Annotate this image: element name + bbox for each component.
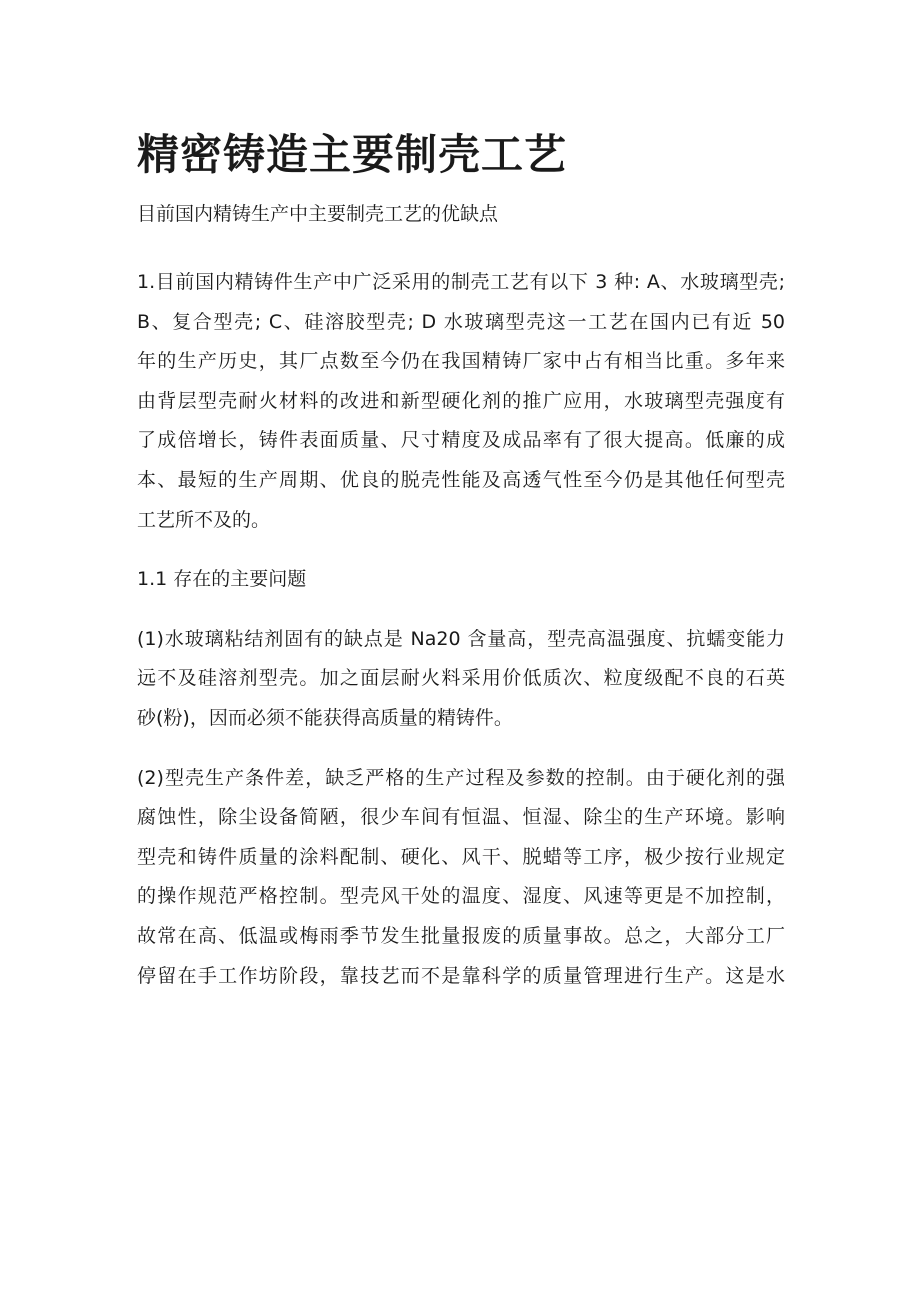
paragraph-issue-1 (137, 620, 785, 739)
document-subtitle: 目前国内精铸生产中主要制壳工艺的优缺点 (137, 203, 499, 225)
paragraph-line: 砂(粉)，因而必须不能获得高质量的精铸件。 (137, 706, 513, 729)
paragraph-line: 停留在手工作坊阶段，靠技艺而不是靠科学的质量管理进行生产。这是水 (137, 964, 785, 987)
paragraph-line: 腐蚀性，除尘设备简陋，很少车间有恒温、恒湿、除尘的生产环境。影响 (137, 806, 785, 829)
document-title: 精密铸造主要制壳工艺 (137, 130, 568, 179)
paragraph-line: 远不及硅溶剂型壳。加之面层耐火料采用价低质次、粒度级配不良的石英 (137, 667, 785, 690)
paragraph-issue-2 (137, 759, 785, 997)
paragraph-line: (1)水玻璃粘结剂固有的缺点是 Na20 含量高，型壳高温强度、抗蠕变能力 (137, 627, 785, 650)
paragraph-intro (137, 263, 785, 540)
paragraph-line: (2)型壳生产条件差，缺乏严格的生产过程及参数的控制。由于硬化剂的强 (137, 766, 785, 789)
paragraph-line: 故常在高、低温或梅雨季节发生批量报废的质量事故。总之，大部分工厂 (137, 924, 785, 947)
paragraph-line: 年的生产历史，其厂点数至今仍在我国精铸厂家中占有相当比重。多年来 (137, 350, 785, 373)
paragraph-line: 由背层型壳耐火材料的改进和新型硬化剂的推广应用，水玻璃型壳强度有 (137, 389, 785, 412)
paragraph-line: 了成倍增长，铸件表面质量、尺寸精度及成品率有了很大提高。低廉的成 (137, 429, 785, 452)
paragraph-line: 型壳和铸件质量的涂料配制、硬化、风干、脱蜡等工序，极少按行业规定 (137, 845, 785, 868)
paragraph-line: B、复合型壳; C、硅溶胶型壳; D 水玻璃型壳这一工艺在国内已有近 50 (137, 310, 785, 333)
paragraph-line: 工艺所不及的。 (137, 508, 271, 531)
paragraph-line: 本、最短的生产周期、优良的脱壳性能及高透气性至今仍是其他任何型壳 (137, 468, 785, 491)
paragraph-line: 的操作规范严格控制。型壳风干处的温度、湿度、风速等更是不加控制， (137, 885, 785, 908)
section-heading: 1.1 存在的主要问题 (137, 568, 307, 591)
document-page (137, 128, 785, 1016)
paragraph-line: 1.目前国内精铸件生产中广泛采用的制壳工艺有以下 3 种: A、水玻璃型壳; (137, 271, 785, 293)
